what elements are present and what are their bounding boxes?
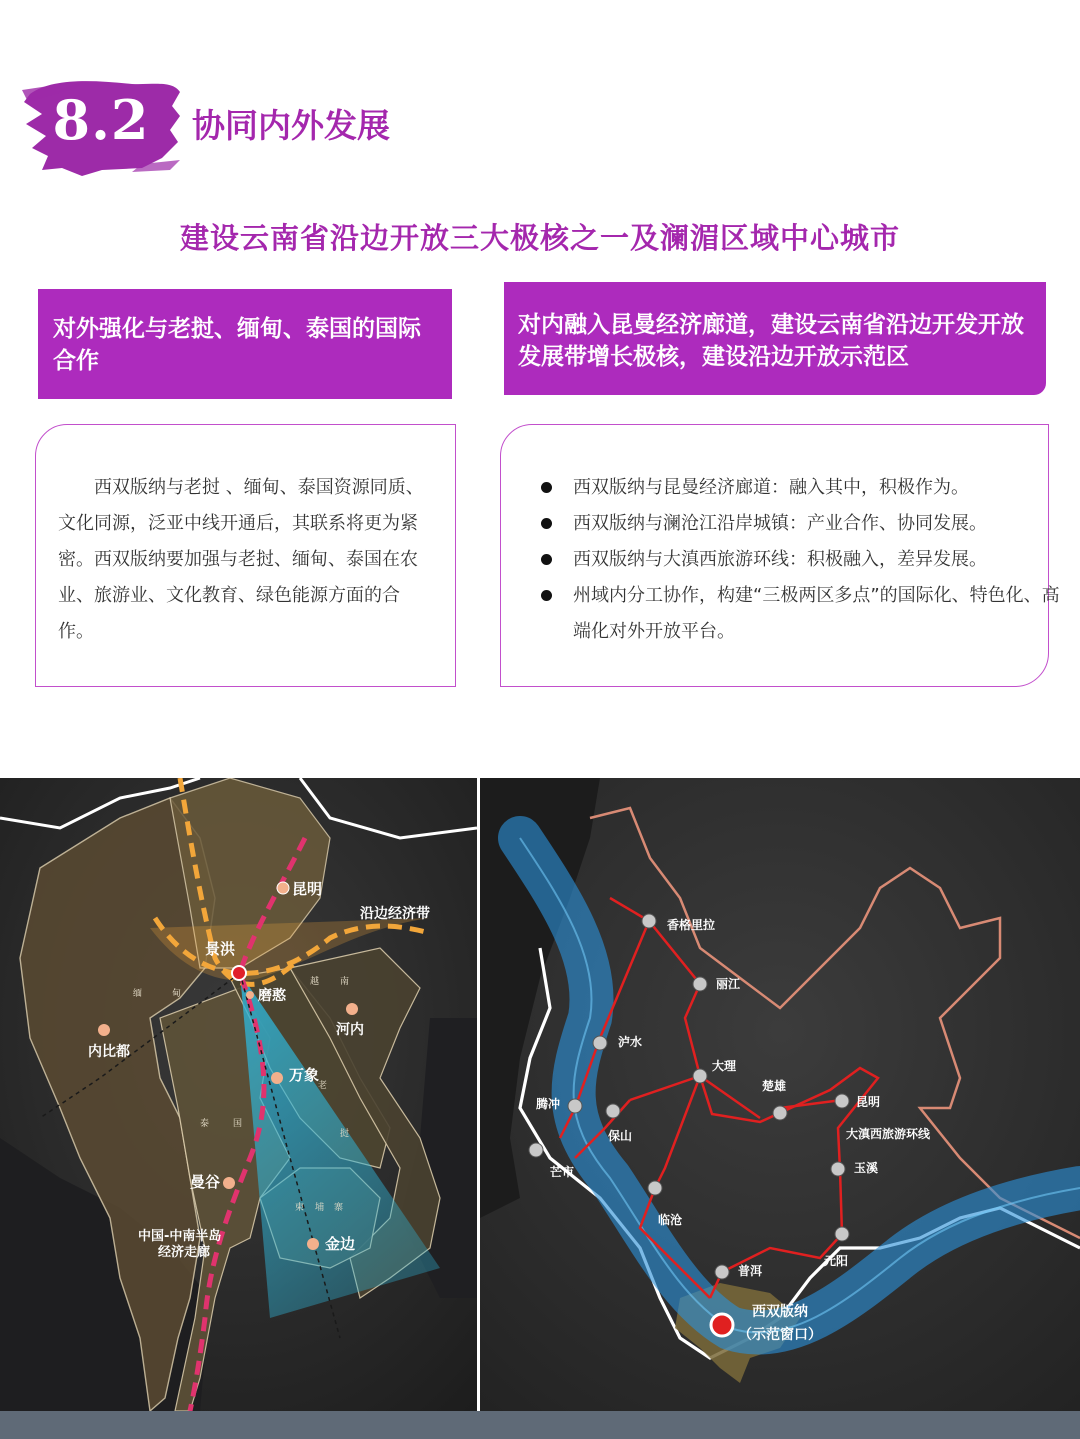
- left-panel-body-box: [35, 424, 456, 687]
- city-marker: [831, 1162, 845, 1176]
- city-marker-naypyidaw: [98, 1024, 110, 1036]
- city-marker-jinghong: [232, 966, 246, 980]
- left-panel-heading: 对外强化与老挝、缅甸、泰国的国际合作: [38, 289, 452, 399]
- border-belt-label: 沿边经济带: [360, 906, 430, 922]
- city-label: 普洱: [738, 1264, 763, 1278]
- bullet-item: 西双版纳与大滇西旅游环线：积极融入，差异发展。: [539, 542, 1042, 578]
- section-number: 8.2: [52, 88, 150, 152]
- tourism-loop-label: 大滇西旅游环线: [846, 1127, 931, 1141]
- city-marker-mohan: [246, 991, 254, 999]
- bullet-item: 西双版纳与昆曼经济廊道：融入其中，积极作为。: [539, 470, 1042, 506]
- city-marker-vientiane: [271, 1072, 283, 1084]
- city-label: 金边: [325, 1235, 356, 1253]
- city-label: 磨憨: [258, 988, 286, 1004]
- city-label: 昆明: [292, 880, 323, 898]
- bullet-dot-icon: [541, 590, 552, 601]
- city-label: 临沧: [658, 1213, 683, 1227]
- right-panel-bullet-list: [539, 470, 1060, 650]
- city-label: 曼谷: [190, 1173, 221, 1191]
- city-label: 保山: [608, 1129, 633, 1143]
- city-marker: [715, 1265, 729, 1279]
- country-label: 国: [233, 1119, 243, 1129]
- bullet-item: 州域内分工协作，构建“三极两区多点”的国际化、特色化、高端化对外开放平台。: [539, 578, 1069, 650]
- country-label: 挝: [340, 1129, 350, 1139]
- left-map-indochina: [0, 778, 477, 1411]
- right-panel-heading: 对内融入昆曼经济廊道，建设云南省沿边开发开放发展带增长极核，建设沿边开放示范区: [504, 282, 1046, 395]
- city-label: 泸水: [618, 1035, 643, 1049]
- corridor-label-line1: 中国-中南半岛: [138, 1229, 222, 1244]
- country-label: 泰: [200, 1119, 210, 1129]
- city-marker: [693, 1069, 707, 1083]
- right-panel-body-box: [500, 424, 1060, 687]
- city-label: 楚雄: [762, 1079, 787, 1093]
- city-label: 腾冲: [536, 1097, 561, 1111]
- bullet-dot-icon: [541, 554, 552, 565]
- corridor-label-line2: 经济走廊: [158, 1245, 211, 1260]
- city-label: 丽江: [716, 977, 741, 991]
- city-label: 内比都: [88, 1044, 130, 1060]
- country-label: 南: [340, 977, 350, 987]
- city-label: 玉溪: [854, 1161, 879, 1175]
- city-label: 万象: [289, 1066, 320, 1084]
- right-map-yunnan: [480, 778, 1080, 1411]
- city-marker-kunming: [277, 882, 289, 894]
- city-label: 景洪: [205, 940, 236, 958]
- bullet-item: 西双版纳与澜沧江沿岸城镇：产业合作、协同发展。: [539, 506, 1042, 542]
- city-marker: [529, 1143, 543, 1157]
- country-label: 老: [318, 1081, 328, 1091]
- city-label: 元阳: [824, 1254, 849, 1268]
- bullet-dot-icon: [541, 518, 552, 529]
- city-label: 大理: [712, 1059, 737, 1073]
- city-marker: [835, 1094, 849, 1108]
- focus-sublabel: （示范窗口）: [738, 1327, 822, 1343]
- city-marker: [773, 1106, 787, 1120]
- city-marker: [568, 1099, 582, 1113]
- country-label: 甸: [172, 989, 182, 999]
- bottom-bar: [0, 1411, 1080, 1439]
- section-title: 协同内外发展: [192, 106, 390, 145]
- city-marker-bangkok: [223, 1177, 235, 1189]
- city-marker-phnompenh: [307, 1238, 319, 1250]
- left-panel-body-text: 西双版纳与老挝 、缅甸、泰国资源同质、文化同源，泛亚中线开通后，其联系将更为紧密。西双版纳要加强与老挝、缅甸、泰国在农业、旅游业、文化教育、绿色能源方面的合作。: [58, 477, 424, 642]
- city-marker: [593, 1036, 607, 1050]
- country-label: 埔: [315, 1203, 325, 1213]
- city-label: 昆明: [856, 1095, 881, 1109]
- city-label: 芒市: [550, 1165, 575, 1179]
- country-label: 柬: [295, 1203, 305, 1213]
- country-label: 寨: [334, 1203, 344, 1213]
- city-marker-hanoi: [346, 1003, 358, 1015]
- page-title: 建设云南省沿边开放三大极核之一及澜湄区域中心城市: [179, 221, 900, 255]
- xishuangbanna-marker: [711, 1314, 733, 1336]
- city-label: 香格里拉: [667, 918, 716, 932]
- city-marker: [835, 1227, 849, 1241]
- city-marker: [693, 977, 707, 991]
- country-label: 缅: [133, 989, 143, 999]
- city-marker: [642, 914, 656, 928]
- bullet-dot-icon: [541, 482, 552, 493]
- city-label: 河内: [336, 1022, 364, 1038]
- country-label: 越: [310, 977, 320, 987]
- focus-label: 西双版纳: [752, 1304, 808, 1320]
- city-marker: [606, 1104, 620, 1118]
- city-marker: [648, 1181, 662, 1195]
